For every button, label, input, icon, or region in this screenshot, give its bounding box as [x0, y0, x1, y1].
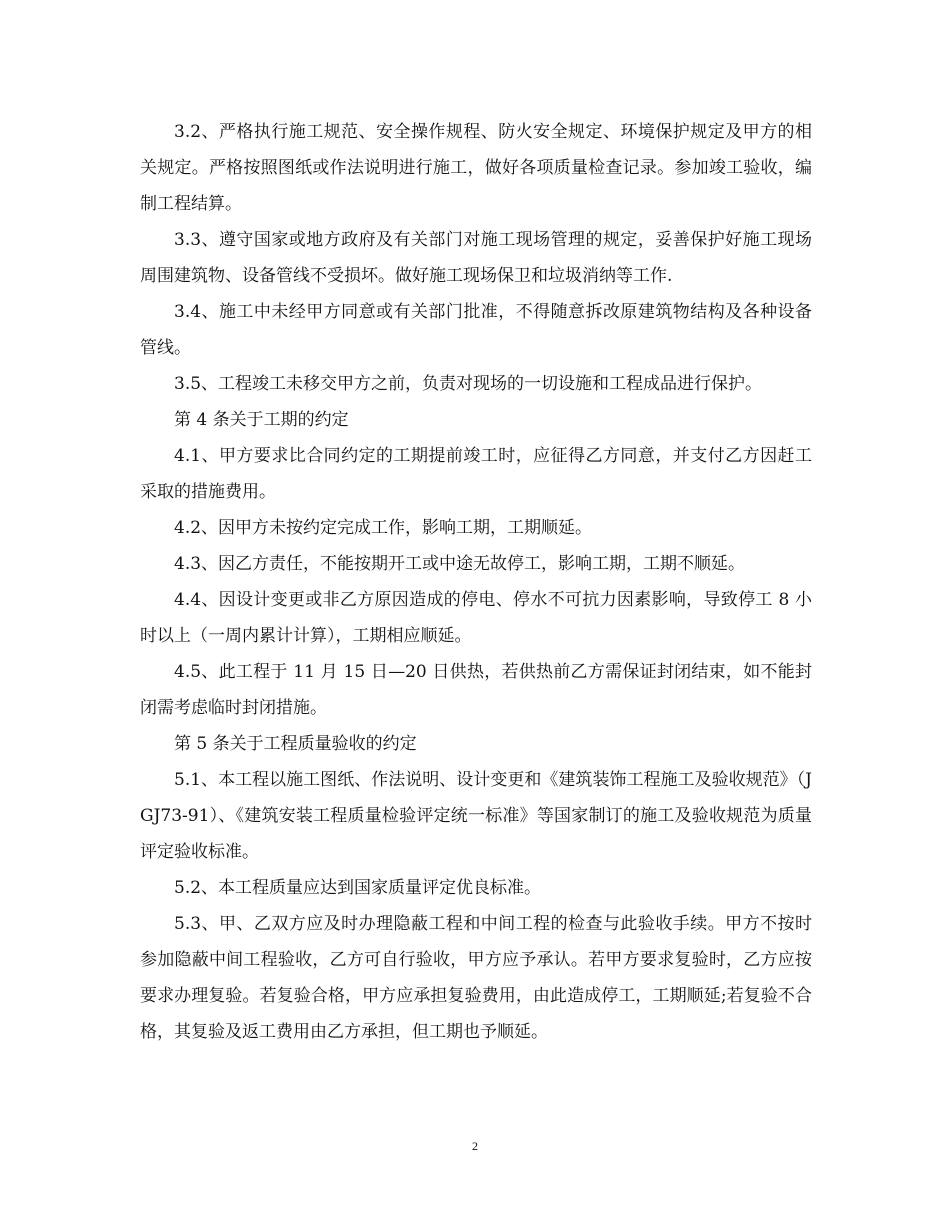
page-number: 2 — [472, 1139, 478, 1153]
paragraph-5-2: 5.2、本工程质量应达到国家质量评定优良标准。 — [174, 878, 542, 898]
paragraph-4-3: 4.3、因乙方责任，不能按期开工或中途无故停工，影响工期，工期不顺延。 — [174, 554, 746, 574]
paragraph-3-4: 3.4、施工中未经甲方同意或有关部门批准，不得随意拆改原建筑物结构及各种设备管线。 — [140, 302, 812, 358]
paragraph-5-1: 5.1、本工程以施工图纸、作法说明、设计变更和《建筑装饰工程施工及验收规范》（JGJ73-91）、《建筑安装工程质量检验评定统一标准》等国家制订的施工及验收规范为质量评定验收标准。 — [140, 770, 812, 862]
paragraph-4-4: 4.4、因设计变更或非乙方原因造成的停电、停水不可抗力因素影响，导致停工 8 小时以上（一周内累计计算），工期相应顺延。 — [140, 590, 812, 646]
paragraph-3-5: 3.5、工程竣工未移交甲方之前，负责对现场的一切设施和工程成品进行保护。 — [174, 374, 763, 394]
paragraph-5-3: 5.3、甲、乙双方应及时办理隐蔽工程和中间工程的检查与此验收手续。甲方不按时参加隐蔽中间工程验收，乙方可自行验收，甲方应予承认。若甲方要求复验时，乙方应按要求办理复验。若复验合格，甲方应承担复验费用，由此造成停工，工期顺延;若复验不合格，其复验及返工费用由乙方承担，但工期也予顺延。 — [140, 914, 812, 1042]
section-heading-5: 第 5 条关于工程质量验收的约定 — [174, 734, 417, 754]
paragraph-3-3: 3.3、遵守国家或地方政府及有关部门对施工现场管理的规定，妥善保护好施工现场周围建筑物、设备管线不受损坏。做好施工现场保卫和垃圾消纳等工作. — [140, 230, 812, 286]
paragraph-4-1: 4.1、甲方要求比合同约定的工期提前竣工时，应征得乙方同意，并支付乙方因赶工采取的措施费用。 — [140, 446, 812, 502]
section-heading-4: 第 4 条关于工期的约定 — [174, 410, 349, 430]
paragraph-4-5: 4.5、此工程于 11 月 15 日—20 日供热，若供热前乙方需保证封闭结束，如不能封闭需考虑临时封闭措施。 — [140, 662, 812, 718]
paragraph-4-2: 4.2、因甲方未按约定完成工作，影响工期，工期顺延。 — [174, 518, 593, 538]
paragraph-3-2: 3.2、严格执行施工规范、安全操作规程、防火安全规定、环境保护规定及甲方的相关规定。严格按照图纸或作法说明进行施工，做好各项质量检查记录。参加竣工验收，编制工程结算。 — [140, 122, 812, 214]
document-body — [140, 114, 812, 1050]
